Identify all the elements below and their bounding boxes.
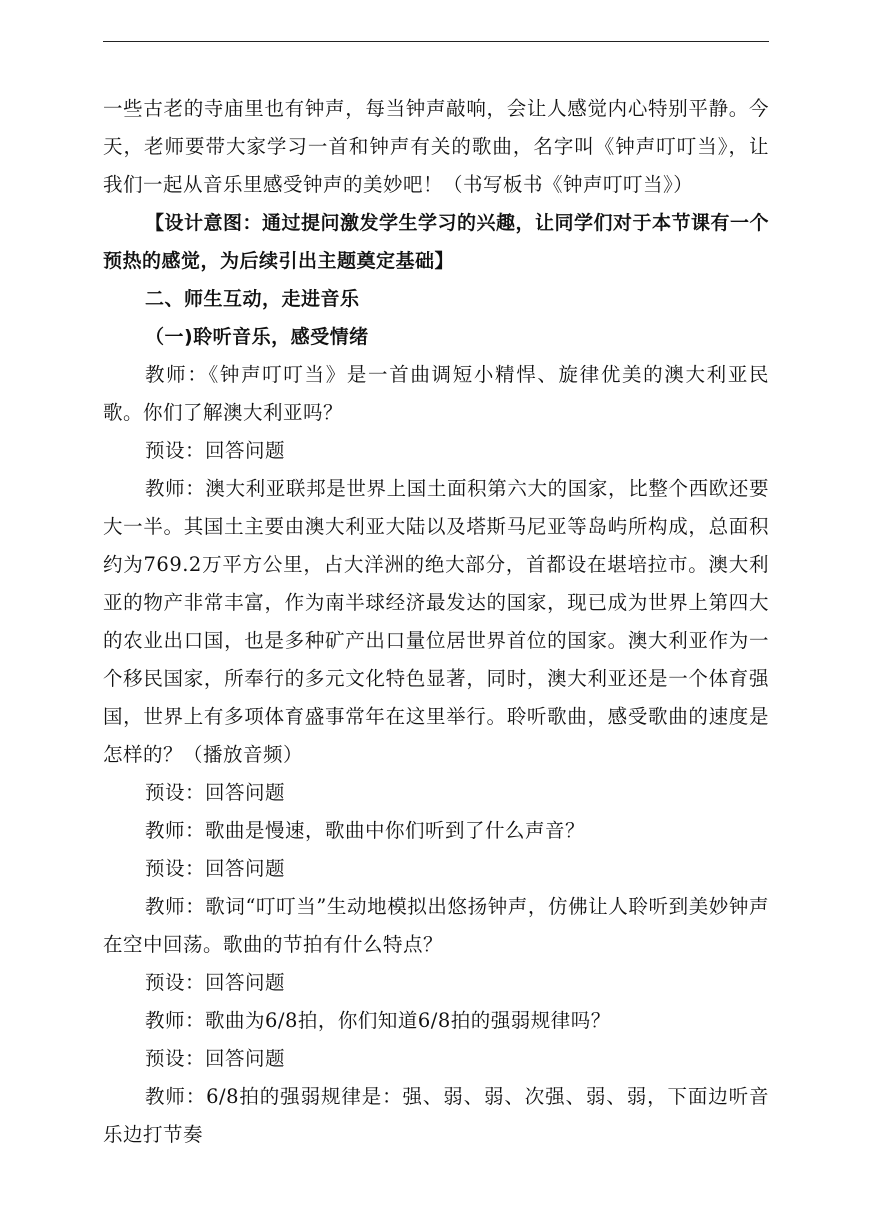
preset-line-1: 预设：回答问题 — [145, 439, 286, 462]
design-intent: 【设计意图：通过提问激发学生学习的兴趣，让同学们对于本节课有一个预热的感觉，为后续引出主题奠定基础】 — [103, 212, 770, 272]
teacher-line-1: 教师：《钟声叮叮当》是一首曲调短小精悍、旋律优美的澳大利亚民歌。你们了解澳大利亚吗？ — [103, 363, 769, 424]
preset-line-5: 预设：回答问题 — [145, 1047, 286, 1070]
subsection-heading: （一)聆听音乐，感受情绪 — [145, 326, 369, 348]
document-body — [103, 90, 769, 1154]
preset-line-4: 预设：回答问题 — [145, 971, 286, 994]
teacher-line-5: 教师：歌曲为6/8拍，你们知道6/8拍的强弱规律吗？ — [145, 1009, 611, 1032]
teacher-line-3: 教师：歌曲是慢速，歌曲中你们听到了什么声音？ — [145, 819, 586, 842]
preset-line-2: 预设：回答问题 — [145, 781, 286, 804]
section-heading: 二、师生互动，走进音乐 — [145, 288, 360, 310]
teacher-line-6: 教师：6/8拍的强弱规律是：强、弱、弱、次强、弱、弱，下面边听音乐边打节奏 — [103, 1085, 769, 1146]
teacher-line-4: 教师：歌词“叮叮当”生动地模拟出悠扬钟声，仿佛让人聆听到美妙钟声在空中回荡。歌曲的节拍有什么特点？ — [103, 895, 769, 956]
paragraph-intro: 一些古老的寺庙里也有钟声，每当钟声敲响，会让人感觉内心特别平静。今天，老师要带大家学习一首和钟声有关的歌曲，名字叫《钟声叮叮当》，让我们一起从音乐里感受钟声的美妙吧！（书写板书《钟声叮叮当》） — [103, 97, 769, 196]
preset-line-3: 预设：回答问题 — [145, 857, 286, 880]
teacher-line-2: 教师：澳大利亚联邦是世界上国土面积第六大的国家，比整个西欧还要大一半。其国土主要由澳大利亚大陆以及塔斯马尼亚等岛屿所构成，总面积约为769.2万平方公里，占大洋洲的绝大部分，首都设在堪培拉市。澳大利亚的物产非常丰富，作为南半球经济最发达的国家，现已成为世界上第四大的农业出口国，也是多种矿产出口量位居世界首位的国家。澳大利亚作为一个移民国家，所奉行的多元文化特色显著，同时，澳大利亚还是一个体育强国，世界上有多项体育盛事常年在这里举行。聆听歌曲，感受歌曲的速度是怎样的？（播放音频） — [103, 477, 769, 766]
header-rule — [103, 41, 769, 42]
